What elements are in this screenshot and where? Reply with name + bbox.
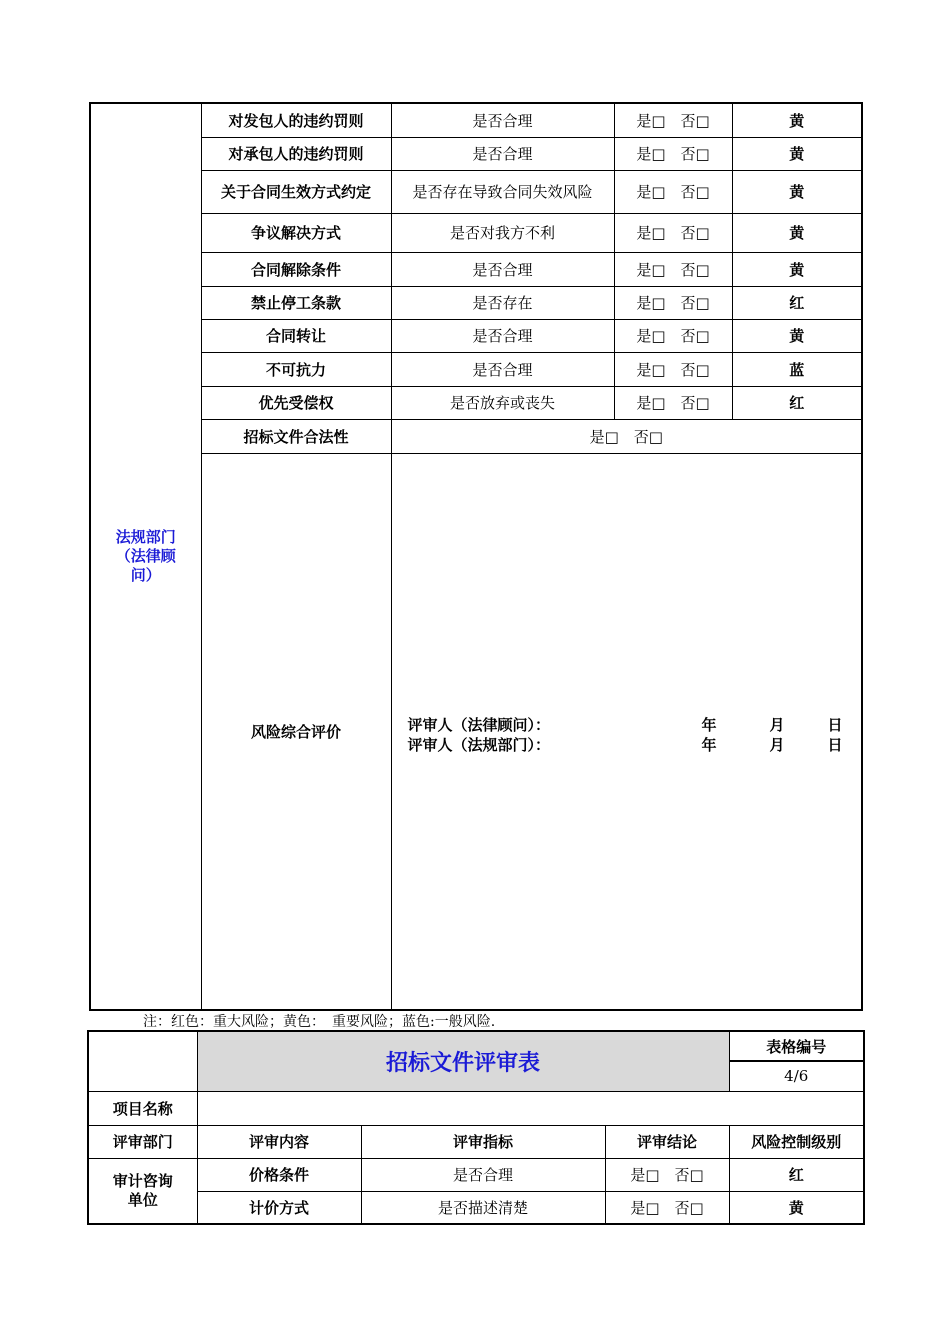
risk-level: 黄 <box>732 170 862 213</box>
form-title: 招标文件评审表 <box>197 1031 729 1091</box>
review-conclusion-checkbox[interactable]: 是□ 否□ <box>614 386 732 419</box>
risk-level: 蓝 <box>732 352 862 386</box>
review-conclusion-checkbox[interactable]: 是□ 否□ <box>614 103 732 137</box>
review-indicator: 是否合理 <box>391 352 614 386</box>
risk-level: 黄 <box>732 319 862 352</box>
year-label: 年 <box>701 715 717 734</box>
legal-review-table <box>89 102 863 1011</box>
header-risk-level: 风险控制级别 <box>729 1125 864 1158</box>
review-conclusion-checkbox[interactable]: 是□ 否□ <box>614 252 732 286</box>
overall-evaluation-area[interactable] <box>391 453 862 1010</box>
review-conclusion-checkbox[interactable]: 是□ 否□ <box>614 286 732 319</box>
review-content: 计价方式 <box>197 1191 361 1224</box>
review-conclusion-checkbox[interactable]: 是□ 否□ <box>614 352 732 386</box>
risk-level: 红 <box>729 1158 864 1191</box>
review-item: 禁止停工条款 <box>201 286 391 319</box>
review-item: 不可抗力 <box>201 352 391 386</box>
month-label: 月 <box>769 735 785 754</box>
legal-department: 法规部门（法律顾问） <box>90 103 201 1010</box>
review-conclusion-checkbox[interactable]: 是□ 否□ <box>614 213 732 252</box>
review-indicator: 是否存在 <box>391 286 614 319</box>
legality-conclusion-checkbox[interactable]: 是□ 否□ <box>391 419 862 453</box>
review-conclusion-checkbox[interactable]: 是□ 否□ <box>605 1191 729 1224</box>
review-indicator: 是否合理 <box>391 103 614 137</box>
risk-color-note: 注：红色：重大风险；黄色： 重要风险；蓝色:一般风险. <box>143 1014 496 1030</box>
review-indicator: 是否对我方不利 <box>391 213 614 252</box>
header-content: 评审内容 <box>197 1125 361 1158</box>
review-item: 关于合同生效方式约定 <box>201 170 391 213</box>
day-label: 日 <box>827 715 843 734</box>
review-item: 优先受偿权 <box>201 386 391 419</box>
bid-review-form <box>87 1030 865 1225</box>
risk-level: 黄 <box>732 103 862 137</box>
legality-item: 招标文件合法性 <box>201 419 391 453</box>
review-conclusion-checkbox[interactable]: 是□ 否□ <box>605 1158 729 1191</box>
header-conclusion: 评审结论 <box>605 1125 729 1158</box>
review-item: 合同解除条件 <box>201 252 391 286</box>
reviewer-label: 评审人（法律顾问）： <box>407 715 551 734</box>
project-name-label: 项目名称 <box>88 1091 197 1125</box>
year-label: 年 <box>701 735 717 754</box>
month-label: 月 <box>769 715 785 734</box>
form-number: 4/6 <box>729 1061 864 1091</box>
review-item: 对承包人的违约罚则 <box>201 137 391 170</box>
risk-level: 黄 <box>729 1191 864 1224</box>
header-indicator: 评审指标 <box>361 1125 605 1158</box>
review-conclusion-checkbox[interactable]: 是□ 否□ <box>614 170 732 213</box>
review-indicator: 是否合理 <box>391 252 614 286</box>
review-indicator: 是否合理 <box>361 1158 605 1191</box>
review-item: 合同转让 <box>201 319 391 352</box>
audit-department: 审计咨询单位 <box>88 1158 197 1224</box>
overall-evaluation-label: 风险综合评价 <box>201 453 391 1010</box>
review-indicator: 是否放弃或丧失 <box>391 386 614 419</box>
review-conclusion-checkbox[interactable]: 是□ 否□ <box>614 319 732 352</box>
risk-level: 黄 <box>732 137 862 170</box>
review-indicator: 是否合理 <box>391 319 614 352</box>
review-content: 价格条件 <box>197 1158 361 1191</box>
risk-level: 红 <box>732 286 862 319</box>
project-name-field[interactable] <box>197 1091 864 1125</box>
reviewer-label: 评审人（法规部门）： <box>407 735 551 754</box>
review-item: 争议解决方式 <box>201 213 391 252</box>
risk-level: 红 <box>732 386 862 419</box>
review-indicator: 是否存在导致合同失效风险 <box>391 170 614 213</box>
form-number-label: 表格编号 <box>729 1031 864 1061</box>
review-indicator: 是否合理 <box>391 137 614 170</box>
review-conclusion-checkbox[interactable]: 是□ 否□ <box>614 137 732 170</box>
review-item: 对发包人的违约罚则 <box>201 103 391 137</box>
blank-corner <box>88 1031 197 1091</box>
day-label: 日 <box>827 735 843 754</box>
risk-level: 黄 <box>732 213 862 252</box>
risk-level: 黄 <box>732 252 862 286</box>
review-indicator: 是否描述清楚 <box>361 1191 605 1224</box>
header-department: 评审部门 <box>88 1125 197 1158</box>
